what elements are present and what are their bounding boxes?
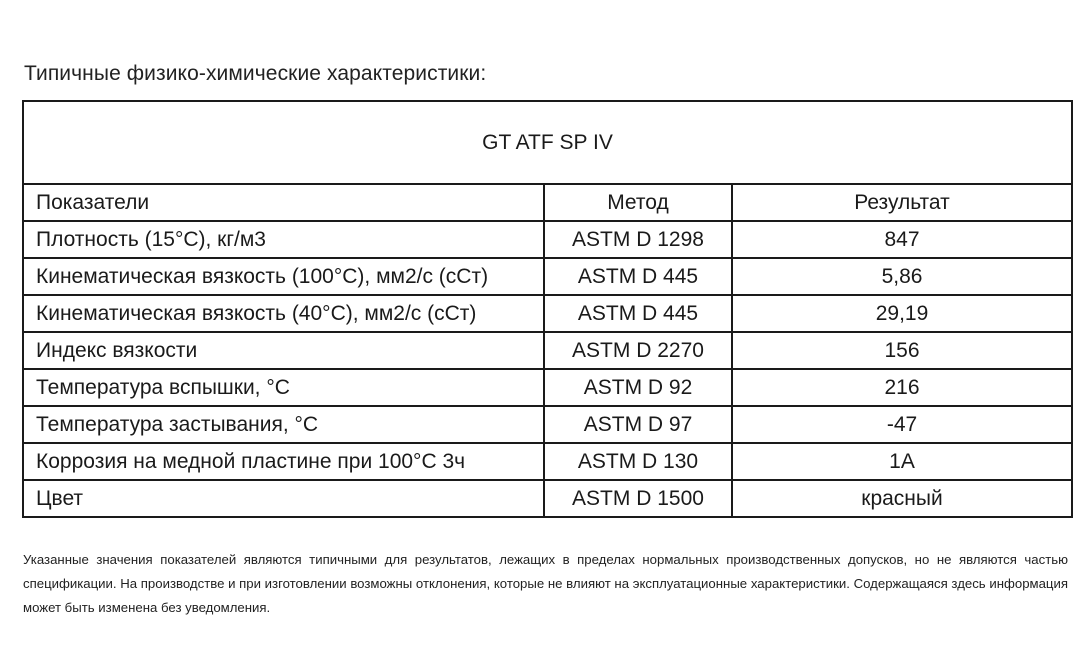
table-row: [23, 258, 1072, 295]
row-result: -47: [732, 406, 1072, 443]
row-result: красный: [732, 480, 1072, 517]
page-heading: Типичные физико-химические характеристики:: [24, 62, 487, 85]
row-result: 156: [732, 332, 1072, 369]
row-method: ASTM D 445: [544, 295, 732, 332]
table-header-row: [23, 184, 1072, 221]
row-result: 847: [732, 221, 1072, 258]
row-param: Индекс вязкости: [23, 332, 544, 369]
table-row: [23, 406, 1072, 443]
row-result: 1А: [732, 443, 1072, 480]
row-param: Температура застывания, °С: [23, 406, 544, 443]
row-param: Кинематическая вязкость (40°С), мм2/с (сСт): [23, 295, 544, 332]
row-param: Цвет: [23, 480, 544, 517]
row-method: ASTM D 2270: [544, 332, 732, 369]
row-result: 5,86: [732, 258, 1072, 295]
row-method: ASTM D 97: [544, 406, 732, 443]
row-param: Температура вспышки, °С: [23, 369, 544, 406]
product-title: GT ATF SP IV: [23, 101, 1072, 184]
table-row: [23, 480, 1072, 517]
table-row: [23, 443, 1072, 480]
row-method: ASTM D 1298: [544, 221, 732, 258]
row-param: Плотность (15°С), кг/м3: [23, 221, 544, 258]
header-method: Метод: [544, 184, 732, 221]
row-param: Коррозия на медной пластине при 100°С 3ч: [23, 443, 544, 480]
spec-table: [22, 100, 1073, 518]
table-row: [23, 221, 1072, 258]
row-method: ASTM D 130: [544, 443, 732, 480]
row-method: ASTM D 92: [544, 369, 732, 406]
row-result: 29,19: [732, 295, 1072, 332]
header-result: Результат: [732, 184, 1072, 221]
table-row: [23, 369, 1072, 406]
row-method: ASTM D 1500: [544, 480, 732, 517]
row-result: 216: [732, 369, 1072, 406]
table-row: [23, 295, 1072, 332]
row-param: Кинематическая вязкость (100°С), мм2/с (сСт): [23, 258, 544, 295]
row-method: ASTM D 445: [544, 258, 732, 295]
disclaimer-footnote: Указанные значения показателей являются типичными для результатов, лежащих в пределах нормальных производственных допусков, но не являются частью спецификации. На производстве и при изготовлении возможны отклонения, которые не влияют на эксплуатационные характеристики. Содержащаяся здесь информация может быть изменена без уведомления.: [23, 552, 1068, 615]
table-row: [23, 332, 1072, 369]
header-param: Показатели: [23, 184, 544, 221]
